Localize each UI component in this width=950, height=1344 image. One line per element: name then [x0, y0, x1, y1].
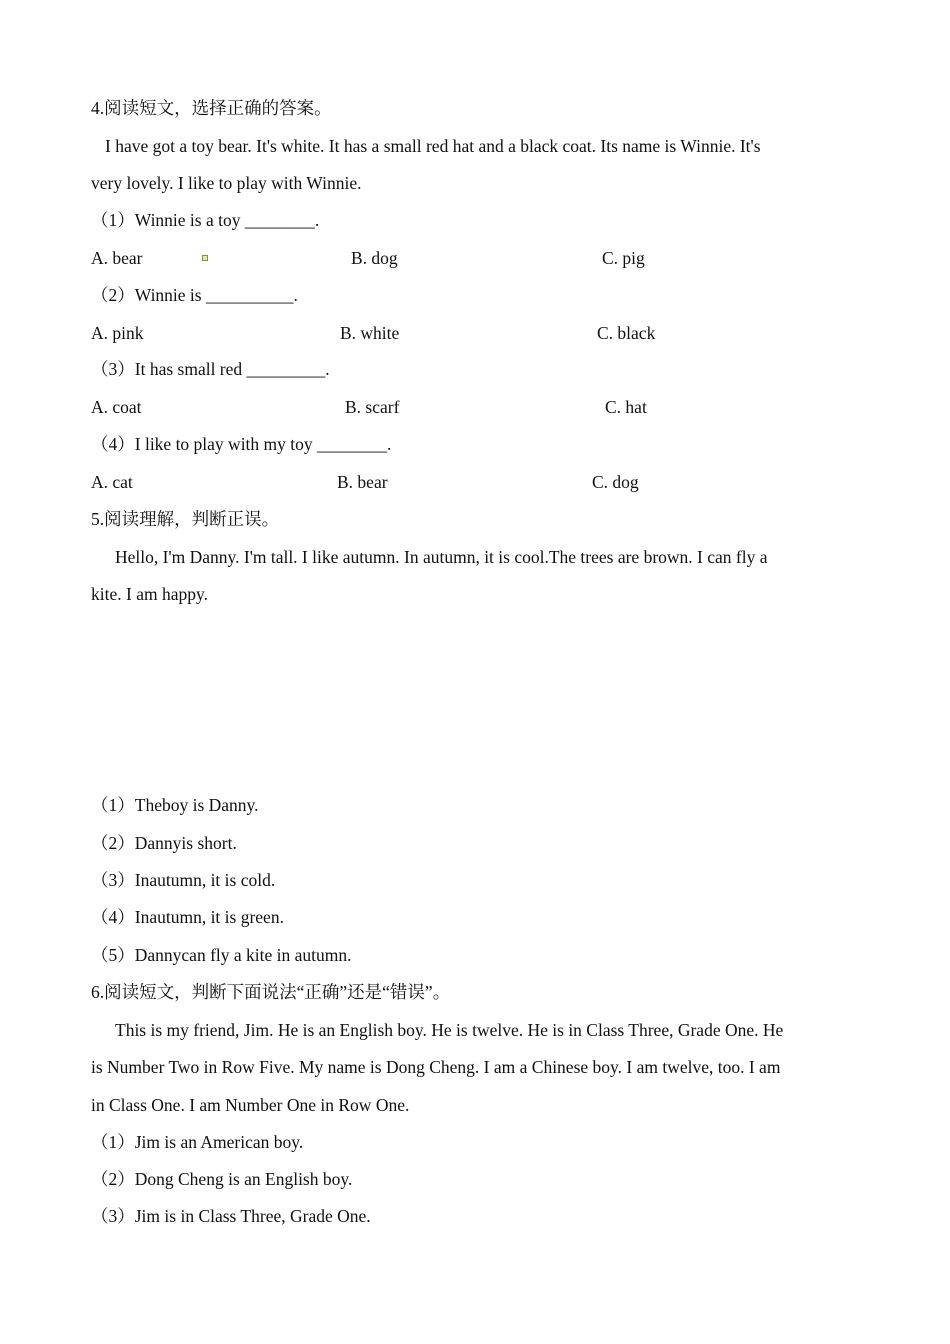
- q4-item-4-option-b: B. bear: [337, 472, 388, 492]
- q4-item-2-stem: （2）Winnie is __________.: [91, 285, 298, 305]
- marker-dot: [202, 255, 208, 261]
- q4-passage-line-2: very lovely. I like to play with Winnie.: [91, 173, 362, 193]
- q4-item-4-stem: （4）I like to play with my toy ________.: [91, 434, 392, 454]
- q6-passage-line-2: is Number Two in Row Five. My name is Dong Cheng. I am a Chinese boy. I am twelve, too. I am: [91, 1057, 781, 1077]
- q4-item-2-option-b: B. white: [340, 323, 400, 343]
- q5-statement-5: （5）Dannycan fly a kite in autumn.: [91, 945, 352, 965]
- q4-heading: 4.阅读短文，选择正确的答案。: [91, 98, 332, 118]
- q6-heading: 6.阅读短文，判断下面说法“正确”还是“错误”。: [91, 982, 451, 1002]
- q6-statement-2: （2）Dong Cheng is an English boy.: [91, 1169, 353, 1189]
- q4-item-4-option-a: A. cat: [91, 472, 133, 492]
- q4-item-1-stem: （1）Winnie is a toy ________.: [91, 210, 320, 230]
- q4-item-3-option-a: A. coat: [91, 397, 142, 417]
- q5-statement-1: （1）Theboy is Danny.: [91, 795, 259, 815]
- q6-passage-line-1: This is my friend, Jim. He is an English boy. He is twelve. He is in Class Three, Grade One. He: [115, 1020, 784, 1040]
- q5-passage-line-1: Hello, I'm Danny. I'm tall. I like autumn. In autumn, it is cool.The trees are brown. I can fly a: [115, 547, 768, 567]
- q5-statement-4: （4）Inautumn, it is green.: [91, 907, 284, 927]
- q6-statement-1: （1）Jim is an American boy.: [91, 1132, 304, 1152]
- q5-heading: 5.阅读理解，判断正误。: [91, 509, 280, 529]
- q6-statement-3: （3）Jim is in Class Three, Grade One.: [91, 1206, 371, 1226]
- q4-item-2-option-a: A. pink: [91, 323, 144, 343]
- q5-passage-line-2: kite. I am happy.: [91, 584, 208, 604]
- q5-statement-3: （3）Inautumn, it is cold.: [91, 870, 276, 890]
- q4-item-1-option-b: B. dog: [351, 248, 398, 268]
- q4-item-4-option-c: C. dog: [592, 472, 639, 492]
- q4-passage-line-1: I have got a toy bear. It's white. It has a small red hat and a black coat. Its name is Winnie. It's: [105, 136, 761, 156]
- q4-item-2-option-c: C. black: [597, 323, 656, 343]
- q5-statement-2: （2）Dannyis short.: [91, 833, 237, 853]
- q4-item-1-option-c: C. pig: [602, 248, 645, 268]
- q6-passage-line-3: in Class One. I am Number One in Row One.: [91, 1095, 410, 1115]
- q4-item-1-option-a: A. bear: [91, 248, 143, 268]
- q4-item-3-option-c: C. hat: [605, 397, 647, 417]
- q4-item-3-stem: （3）It has small red _________.: [91, 359, 330, 379]
- q4-item-3-option-b: B. scarf: [345, 397, 400, 417]
